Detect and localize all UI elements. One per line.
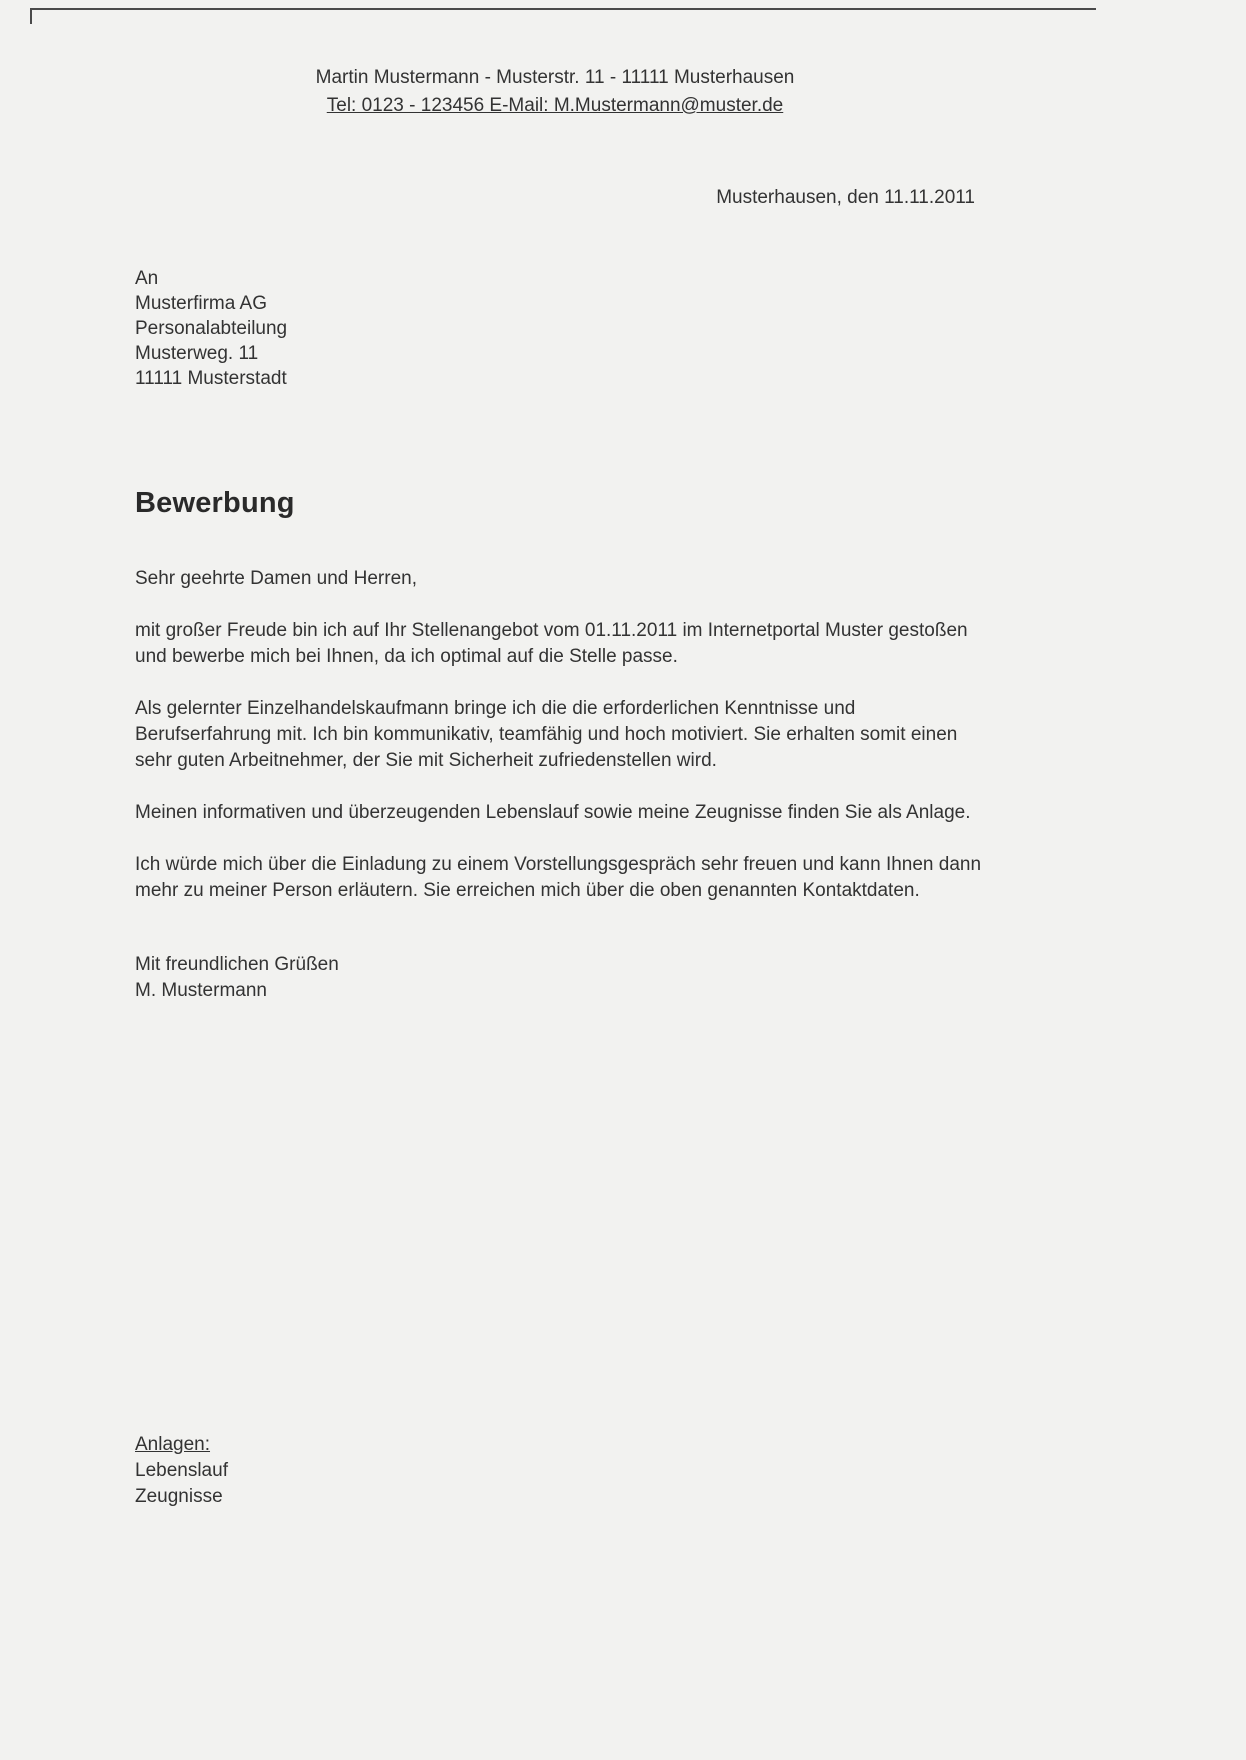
- recipient-line: Musterfirma AG: [135, 293, 267, 314]
- paragraph-line: Als gelernter Einzelhandelskaufmann bringe ich die die erforderlichen Kenntnisse und: [135, 698, 856, 719]
- page-border-left: [30, 8, 32, 24]
- closing-phrase: Mit freundlichen Grüßen: [135, 954, 339, 975]
- attachment-item: Zeugnisse: [135, 1486, 223, 1507]
- attachments-label: Anlagen:: [135, 1434, 211, 1455]
- paragraph-line: sehr guten Arbeitnehmer, der Sie mit Sicherheit zufriedenstellen wird.: [135, 750, 717, 771]
- letter-title: Bewerbung: [135, 487, 295, 519]
- paragraph-line: Ich würde mich über die Einladung zu einem Vorstellungsgespräch sehr freuen und kann Ihnen dann: [135, 854, 982, 875]
- paragraph-line: Berufserfahrung mit. Ich bin kommunikativ, teamfähig und hoch motiviert. Sie erhalten somit einen: [135, 724, 958, 745]
- recipient-line: Musterweg. 11: [135, 343, 259, 364]
- paragraph: [135, 852, 1110, 904]
- recipient-line: 11111 Musterstadt: [135, 368, 287, 389]
- sender-contact-line: Tel: 0123 - 123456 E-Mail: M.Mustermann@muster.de: [326, 95, 784, 116]
- sender-header: [135, 64, 975, 120]
- sender-address-line: Martin Mustermann - Musterstr. 11 - 11111 Musterhausen: [315, 67, 795, 88]
- date-line: Musterhausen, den 11.11.2011: [716, 187, 975, 208]
- attachments-block: [135, 1432, 1110, 1510]
- attachment-item: Lebenslauf: [135, 1460, 228, 1481]
- paragraph-line: mehr zu meiner Person erläutern. Sie erreichen mich über die oben genannten Kontaktdaten.: [135, 880, 920, 901]
- recipient-line: An: [135, 268, 159, 289]
- recipient-line: Personalabteilung: [135, 318, 288, 339]
- paragraph: [135, 800, 1110, 826]
- paragraph-line: und bewerbe mich bei Ihnen, da ich optimal auf die Stelle passe.: [135, 646, 678, 667]
- paragraph: [135, 618, 1110, 670]
- paragraph-line: mit großer Freude bin ich auf Ihr Stellenangebot vom 01.11.2011 im Internetportal Muster gestoßen: [135, 620, 968, 641]
- letter-content: [135, 64, 1110, 1510]
- recipient-block: [135, 266, 1110, 391]
- signature-name: M. Mustermann: [135, 980, 267, 1001]
- paragraph-line: Meinen informativen und überzeugenden Lebenslauf sowie meine Zeugnisse finden Sie als Anlage.: [135, 802, 971, 823]
- salutation: Sehr geehrte Damen und Herren,: [135, 568, 417, 589]
- paragraph: [135, 696, 1110, 774]
- page-border-top: [30, 8, 1096, 10]
- closing-block: [135, 952, 1110, 1004]
